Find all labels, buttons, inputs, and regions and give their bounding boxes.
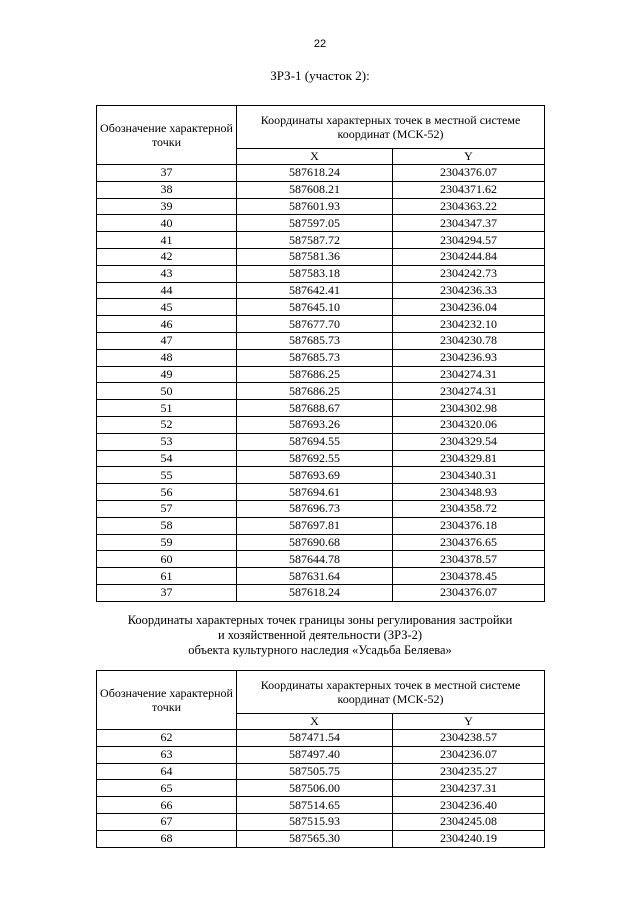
- table-row: [97, 584, 545, 601]
- y-value-cell: 2304320.06: [393, 416, 545, 433]
- point-id-cell: 60: [97, 551, 237, 568]
- header-coords-label: Координаты характерных точек в местной системе координат (МСК-52): [237, 671, 545, 714]
- y-value-cell: 2304363.22: [393, 198, 545, 215]
- point-id-cell: 58: [97, 517, 237, 534]
- point-id-cell: 54: [97, 450, 237, 467]
- point-id-cell: 38: [97, 181, 237, 198]
- x-value-cell: 587581.36: [237, 248, 393, 265]
- table-row: [97, 198, 545, 215]
- table-row: [97, 416, 545, 433]
- point-id-cell: 51: [97, 400, 237, 417]
- y-value-cell: 2304329.81: [393, 450, 545, 467]
- x-value-cell: 587688.67: [237, 400, 393, 417]
- x-value-cell: 587685.73: [237, 349, 393, 366]
- table-row: [97, 467, 545, 484]
- table-row: [97, 746, 545, 763]
- x-value-cell: 587505.75: [237, 763, 393, 780]
- x-value-cell: 587597.05: [237, 215, 393, 232]
- table-row: [97, 265, 545, 282]
- y-value-cell: 2304240.19: [393, 830, 545, 847]
- x-value-cell: 587618.24: [237, 584, 393, 601]
- table-row: [97, 551, 545, 568]
- y-value-cell: 2304244.84: [393, 248, 545, 265]
- table-row: [97, 763, 545, 780]
- table-body: [97, 730, 545, 848]
- header-point-label: Обозначение характерной точки: [97, 671, 237, 730]
- coordinates-table-zrz1: [96, 105, 545, 602]
- x-value-cell: 587471.54: [237, 730, 393, 747]
- table-row: [97, 299, 545, 316]
- x-value-cell: 587514.65: [237, 797, 393, 814]
- x-value-cell: 587515.93: [237, 813, 393, 830]
- x-value-cell: 587694.61: [237, 484, 393, 501]
- header-x: X: [237, 149, 393, 165]
- x-value-cell: 587631.64: [237, 568, 393, 585]
- table-row: [97, 830, 545, 847]
- table-row: [97, 433, 545, 450]
- table-row: [97, 730, 545, 747]
- y-value-cell: 2304347.37: [393, 215, 545, 232]
- point-id-cell: 48: [97, 349, 237, 366]
- point-id-cell: 63: [97, 746, 237, 763]
- x-value-cell: 587690.68: [237, 534, 393, 551]
- table-row: [97, 383, 545, 400]
- point-id-cell: 62: [97, 730, 237, 747]
- x-value-cell: 587618.24: [237, 165, 393, 182]
- y-value-cell: 2304376.65: [393, 534, 545, 551]
- point-id-cell: 41: [97, 232, 237, 249]
- y-value-cell: 2304236.93: [393, 349, 545, 366]
- y-value-cell: 2304236.40: [393, 797, 545, 814]
- x-value-cell: 587506.00: [237, 780, 393, 797]
- y-value-cell: 2304294.57: [393, 232, 545, 249]
- y-value-cell: 2304242.73: [393, 265, 545, 282]
- table-row: [97, 282, 545, 299]
- y-value-cell: 2304235.27: [393, 763, 545, 780]
- point-id-cell: 53: [97, 433, 237, 450]
- table-row: [97, 232, 545, 249]
- y-value-cell: 2304376.07: [393, 584, 545, 601]
- y-value-cell: 2304238.57: [393, 730, 545, 747]
- x-value-cell: 587693.69: [237, 467, 393, 484]
- x-value-cell: 587601.93: [237, 198, 393, 215]
- point-id-cell: 44: [97, 282, 237, 299]
- point-id-cell: 49: [97, 366, 237, 383]
- point-id-cell: 56: [97, 484, 237, 501]
- y-value-cell: 2304236.33: [393, 282, 545, 299]
- table-row: [97, 316, 545, 333]
- point-id-cell: 47: [97, 332, 237, 349]
- point-id-cell: 45: [97, 299, 237, 316]
- x-value-cell: 587565.30: [237, 830, 393, 847]
- table-row: [97, 366, 545, 383]
- point-id-cell: 52: [97, 416, 237, 433]
- y-value-cell: 2304378.57: [393, 551, 545, 568]
- x-value-cell: 587692.55: [237, 450, 393, 467]
- point-id-cell: 46: [97, 316, 237, 333]
- x-value-cell: 587694.55: [237, 433, 393, 450]
- x-value-cell: 587696.73: [237, 500, 393, 517]
- y-value-cell: 2304230.78: [393, 332, 545, 349]
- table-row: [97, 517, 545, 534]
- y-value-cell: 2304236.07: [393, 746, 545, 763]
- header-y: Y: [393, 149, 545, 165]
- y-value-cell: 2304232.10: [393, 316, 545, 333]
- x-value-cell: 587587.72: [237, 232, 393, 249]
- y-value-cell: 2304358.72: [393, 500, 545, 517]
- caption-line-1: Координаты характерных точек границы зоны регулирования застройки: [127, 613, 513, 627]
- x-value-cell: 587686.25: [237, 366, 393, 383]
- y-value-cell: 2304329.54: [393, 433, 545, 450]
- point-id-cell: 68: [97, 830, 237, 847]
- y-value-cell: 2304371.62: [393, 181, 545, 198]
- x-value-cell: 587645.10: [237, 299, 393, 316]
- x-value-cell: 587642.41: [237, 282, 393, 299]
- caption-line-3: объекта культурного наследия «Усадьба Беляева»: [188, 643, 452, 657]
- coordinates-table-zrz2: [96, 670, 545, 848]
- point-id-cell: 37: [97, 584, 237, 601]
- point-id-cell: 67: [97, 813, 237, 830]
- header-x: X: [237, 714, 393, 730]
- point-id-cell: 61: [97, 568, 237, 585]
- point-id-cell: 42: [97, 248, 237, 265]
- y-value-cell: 2304274.31: [393, 383, 545, 400]
- header-y: Y: [393, 714, 545, 730]
- x-value-cell: 587685.73: [237, 332, 393, 349]
- table-row: [97, 797, 545, 814]
- y-value-cell: 2304376.18: [393, 517, 545, 534]
- table-row: [97, 332, 545, 349]
- x-value-cell: 587677.70: [237, 316, 393, 333]
- x-value-cell: 587686.25: [237, 383, 393, 400]
- x-value-cell: 587583.18: [237, 265, 393, 282]
- y-value-cell: 2304348.93: [393, 484, 545, 501]
- point-id-cell: 43: [97, 265, 237, 282]
- point-id-cell: 66: [97, 797, 237, 814]
- caption-line-2: и хозяйственной деятельности (ЗРЗ-2): [217, 628, 423, 642]
- x-value-cell: 587644.78: [237, 551, 393, 568]
- y-value-cell: 2304274.31: [393, 366, 545, 383]
- table-row: [97, 349, 545, 366]
- table-row: [97, 813, 545, 830]
- point-id-cell: 39: [97, 198, 237, 215]
- header-point-label: Обозначение характерной точки: [97, 106, 237, 165]
- y-value-cell: 2304378.45: [393, 568, 545, 585]
- point-id-cell: 59: [97, 534, 237, 551]
- x-value-cell: 587693.26: [237, 416, 393, 433]
- page-number: 22: [313, 38, 327, 50]
- table-row: [97, 181, 545, 198]
- table-row: [97, 780, 545, 797]
- section-title: ЗРЗ-1 (участок 2):: [270, 68, 370, 83]
- header-coords-label: Координаты характерных точек в местной системе координат (МСК-52): [237, 106, 545, 149]
- table-body: [97, 165, 545, 602]
- x-value-cell: 587697.81: [237, 517, 393, 534]
- y-value-cell: 2304340.31: [393, 467, 545, 484]
- y-value-cell: 2304236.04: [393, 299, 545, 316]
- table-row: [97, 500, 545, 517]
- y-value-cell: 2304376.07: [393, 165, 545, 182]
- point-id-cell: 55: [97, 467, 237, 484]
- point-id-cell: 37: [97, 165, 237, 182]
- point-id-cell: 65: [97, 780, 237, 797]
- table-row: [97, 248, 545, 265]
- x-value-cell: 587497.40: [237, 746, 393, 763]
- x-value-cell: 587608.21: [237, 181, 393, 198]
- table-row: [97, 165, 545, 182]
- point-id-cell: 40: [97, 215, 237, 232]
- point-id-cell: 50: [97, 383, 237, 400]
- table-caption: [0, 613, 640, 658]
- table-row: [97, 215, 545, 232]
- table-row: [97, 400, 545, 417]
- point-id-cell: 57: [97, 500, 237, 517]
- table-row: [97, 534, 545, 551]
- y-value-cell: 2304302.98: [393, 400, 545, 417]
- y-value-cell: 2304245.08: [393, 813, 545, 830]
- table-row: [97, 568, 545, 585]
- point-id-cell: 64: [97, 763, 237, 780]
- table-row: [97, 484, 545, 501]
- y-value-cell: 2304237.31: [393, 780, 545, 797]
- table-row: [97, 450, 545, 467]
